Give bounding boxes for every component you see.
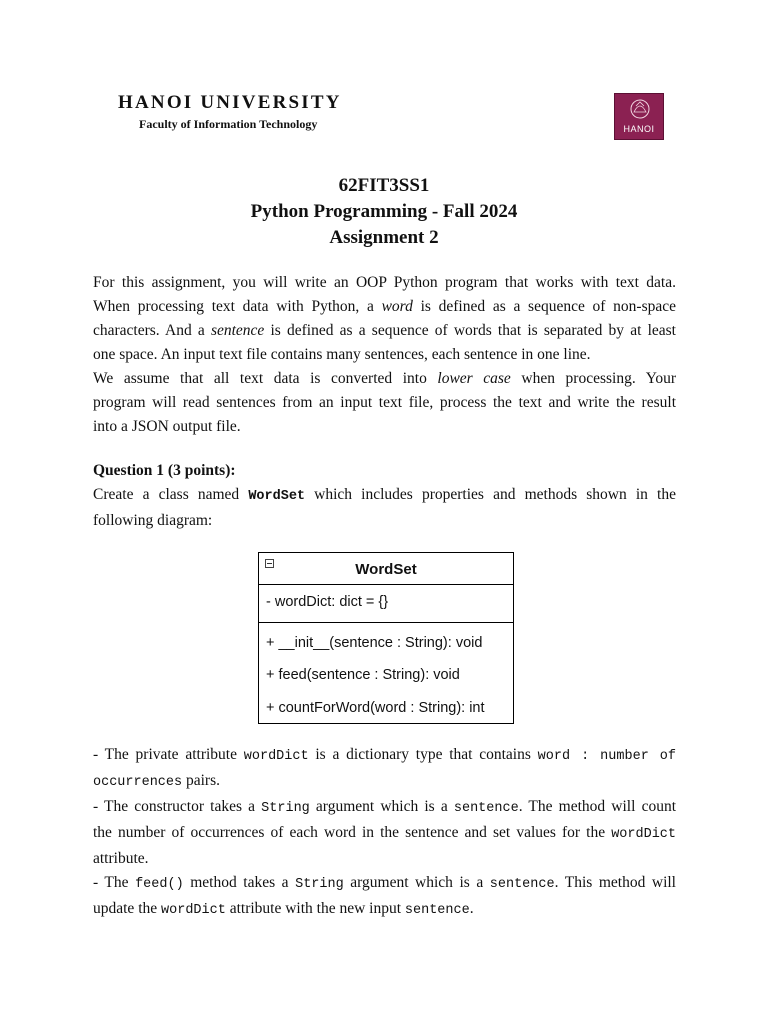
intro-line: characters. And a sentence is defined as a sequence of words that is separated by at least <box>93 322 676 339</box>
note-line: occurrences pairs. <box>93 772 221 790</box>
question-1 <box>93 459 676 533</box>
intro-line: When processing text data with Python, a word is defined as a sequence of non-space <box>93 298 676 315</box>
uml-method: + __init__(sentence : String): void <box>266 635 483 651</box>
note-line: - The constructor takes a String argument which is a sentence. The method will count <box>93 798 677 816</box>
uml-header <box>259 553 513 585</box>
intro-paragraph <box>93 271 676 439</box>
logo-emblem-icon <box>615 94 664 124</box>
course-name: Python Programming - Fall 2024 <box>250 201 518 222</box>
question-line: following diagram: <box>93 512 213 529</box>
note-line: attribute. <box>93 850 149 867</box>
method-notes <box>93 743 676 923</box>
uml-class-name: WordSet <box>355 561 417 578</box>
intro-line: For this assignment, you will write an OOP Python program that works with text data. <box>93 274 676 291</box>
assignment-title: Assignment 2 <box>329 227 439 248</box>
uml-method: + countForWord(word : String): int <box>266 700 485 716</box>
question-line: Create a class named WordSet which includes properties and methods shown in the <box>93 486 676 504</box>
intro-line: one space. An input text file contains many sentences, each sentence in one line. <box>93 346 591 363</box>
uml-method: + feed(sentence : String): void <box>266 667 460 683</box>
intro-line: program will read sentences from an input text file, process the text and write the result <box>93 394 676 411</box>
uml-class-diagram <box>258 552 514 724</box>
logo-text: HANOI <box>623 124 655 134</box>
intro-line: We assume that all text data is converted into lower case when processing. Your <box>93 370 676 387</box>
uml-attributes <box>259 585 513 623</box>
university-logo <box>614 93 664 140</box>
university-name: HANOI UNIVERSITY <box>118 92 342 113</box>
intro-line: into a JSON output file. <box>93 418 241 435</box>
note-line: the number of occurrences of each word in the sentence and set values for the wordDict <box>93 824 676 842</box>
note-line: - The feed() method takes a String argument which is a sentence. This method will <box>93 874 676 892</box>
note-line: update the wordDict attribute with the new input sentence. <box>93 900 474 918</box>
faculty-name: Faculty of Information Technology <box>139 117 318 131</box>
question-heading: Question 1 (3 points): <box>93 462 236 479</box>
uml-attribute: - wordDict: dict = {} <box>266 594 389 610</box>
note-line: - The private attribute wordDict is a dictionary type that contains word : number of <box>93 746 676 764</box>
course-code: 62FIT3SS1 <box>338 175 430 196</box>
